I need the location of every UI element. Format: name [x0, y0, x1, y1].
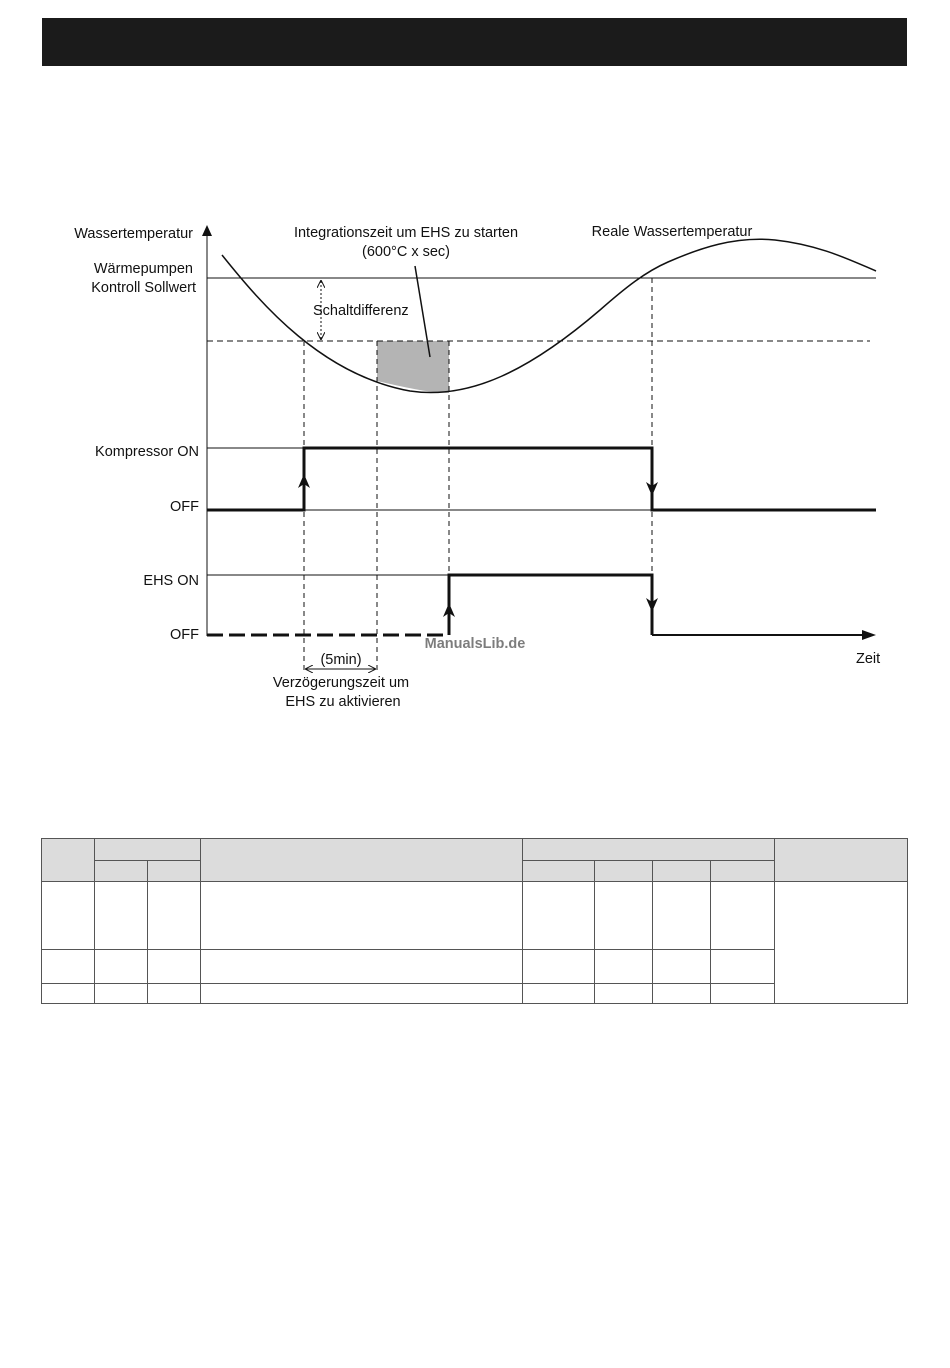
table-cell: [95, 882, 148, 949]
ehs-off-label: OFF: [170, 627, 199, 643]
header-cell: [95, 861, 148, 882]
table-header-row-1: [42, 839, 908, 861]
switching-diff-label: Schaltdifferenz: [313, 303, 409, 319]
header-cell: [595, 861, 653, 882]
header-cell: [523, 861, 595, 882]
header-cell: [201, 839, 523, 882]
table-cell: [595, 983, 653, 1003]
table-cell: [653, 983, 711, 1003]
integration-label-line2: (600°C x sec): [362, 244, 450, 260]
compressor-signal: [207, 448, 876, 510]
table-cell: [42, 949, 95, 983]
table-cell: [148, 949, 201, 983]
table-cell: [523, 983, 595, 1003]
table-cell: [775, 882, 908, 1004]
header-cell: [775, 839, 908, 882]
table-cell: [653, 882, 711, 949]
table-cell: [711, 983, 775, 1003]
table-cell: [42, 882, 95, 949]
table-cell: [42, 983, 95, 1003]
table-cell: [653, 949, 711, 983]
header-cell: [42, 839, 95, 882]
setpoint-label-line1: Wärmepumpen: [93, 261, 193, 277]
real-temperature-label: Reale Wassertemperatur: [591, 224, 753, 240]
ehs-on-label: EHS ON: [143, 573, 199, 589]
table-cell: [148, 882, 201, 949]
table-cell: [595, 949, 653, 983]
delay-label-line2: EHS zu aktivieren: [285, 694, 401, 710]
y-axis-label: Wassertemperatur: [74, 226, 193, 242]
delay-value-label: (5min): [320, 652, 362, 668]
table-row: [42, 882, 908, 949]
table-cell: [148, 983, 201, 1003]
ehs-signal: [449, 575, 652, 635]
table-cell: [711, 949, 775, 983]
table-cell: [201, 949, 523, 983]
x-axis-label: Zeit: [856, 651, 881, 667]
table-cell: [523, 882, 595, 949]
parameter-table: [41, 838, 908, 1004]
table-cell: [595, 882, 653, 949]
table-cell: [95, 983, 148, 1003]
table-cell: [201, 882, 523, 949]
compressor-off-label: OFF: [170, 499, 199, 515]
table-cell: [201, 983, 523, 1003]
table-cell: [523, 949, 595, 983]
compressor-on-label: Kompressor ON: [95, 444, 199, 460]
table-cell: [711, 882, 775, 949]
header-cell: [653, 861, 711, 882]
header-cell: [711, 861, 775, 882]
integration-label-line1: Integrationszeit um EHS zu starten: [293, 225, 519, 241]
watermark: ManualsLib.de: [424, 636, 526, 652]
header-cell: [523, 839, 775, 861]
time-axis-arrow: [862, 630, 876, 640]
delay-label-line1: Verzögerungszeit um: [272, 675, 410, 691]
table-cell: [95, 949, 148, 983]
setpoint-label-line2: Kontroll Sollwert: [91, 280, 196, 296]
header-cell: [148, 861, 201, 882]
header-cell: [95, 839, 201, 861]
y-axis-arrow: [202, 225, 212, 236]
